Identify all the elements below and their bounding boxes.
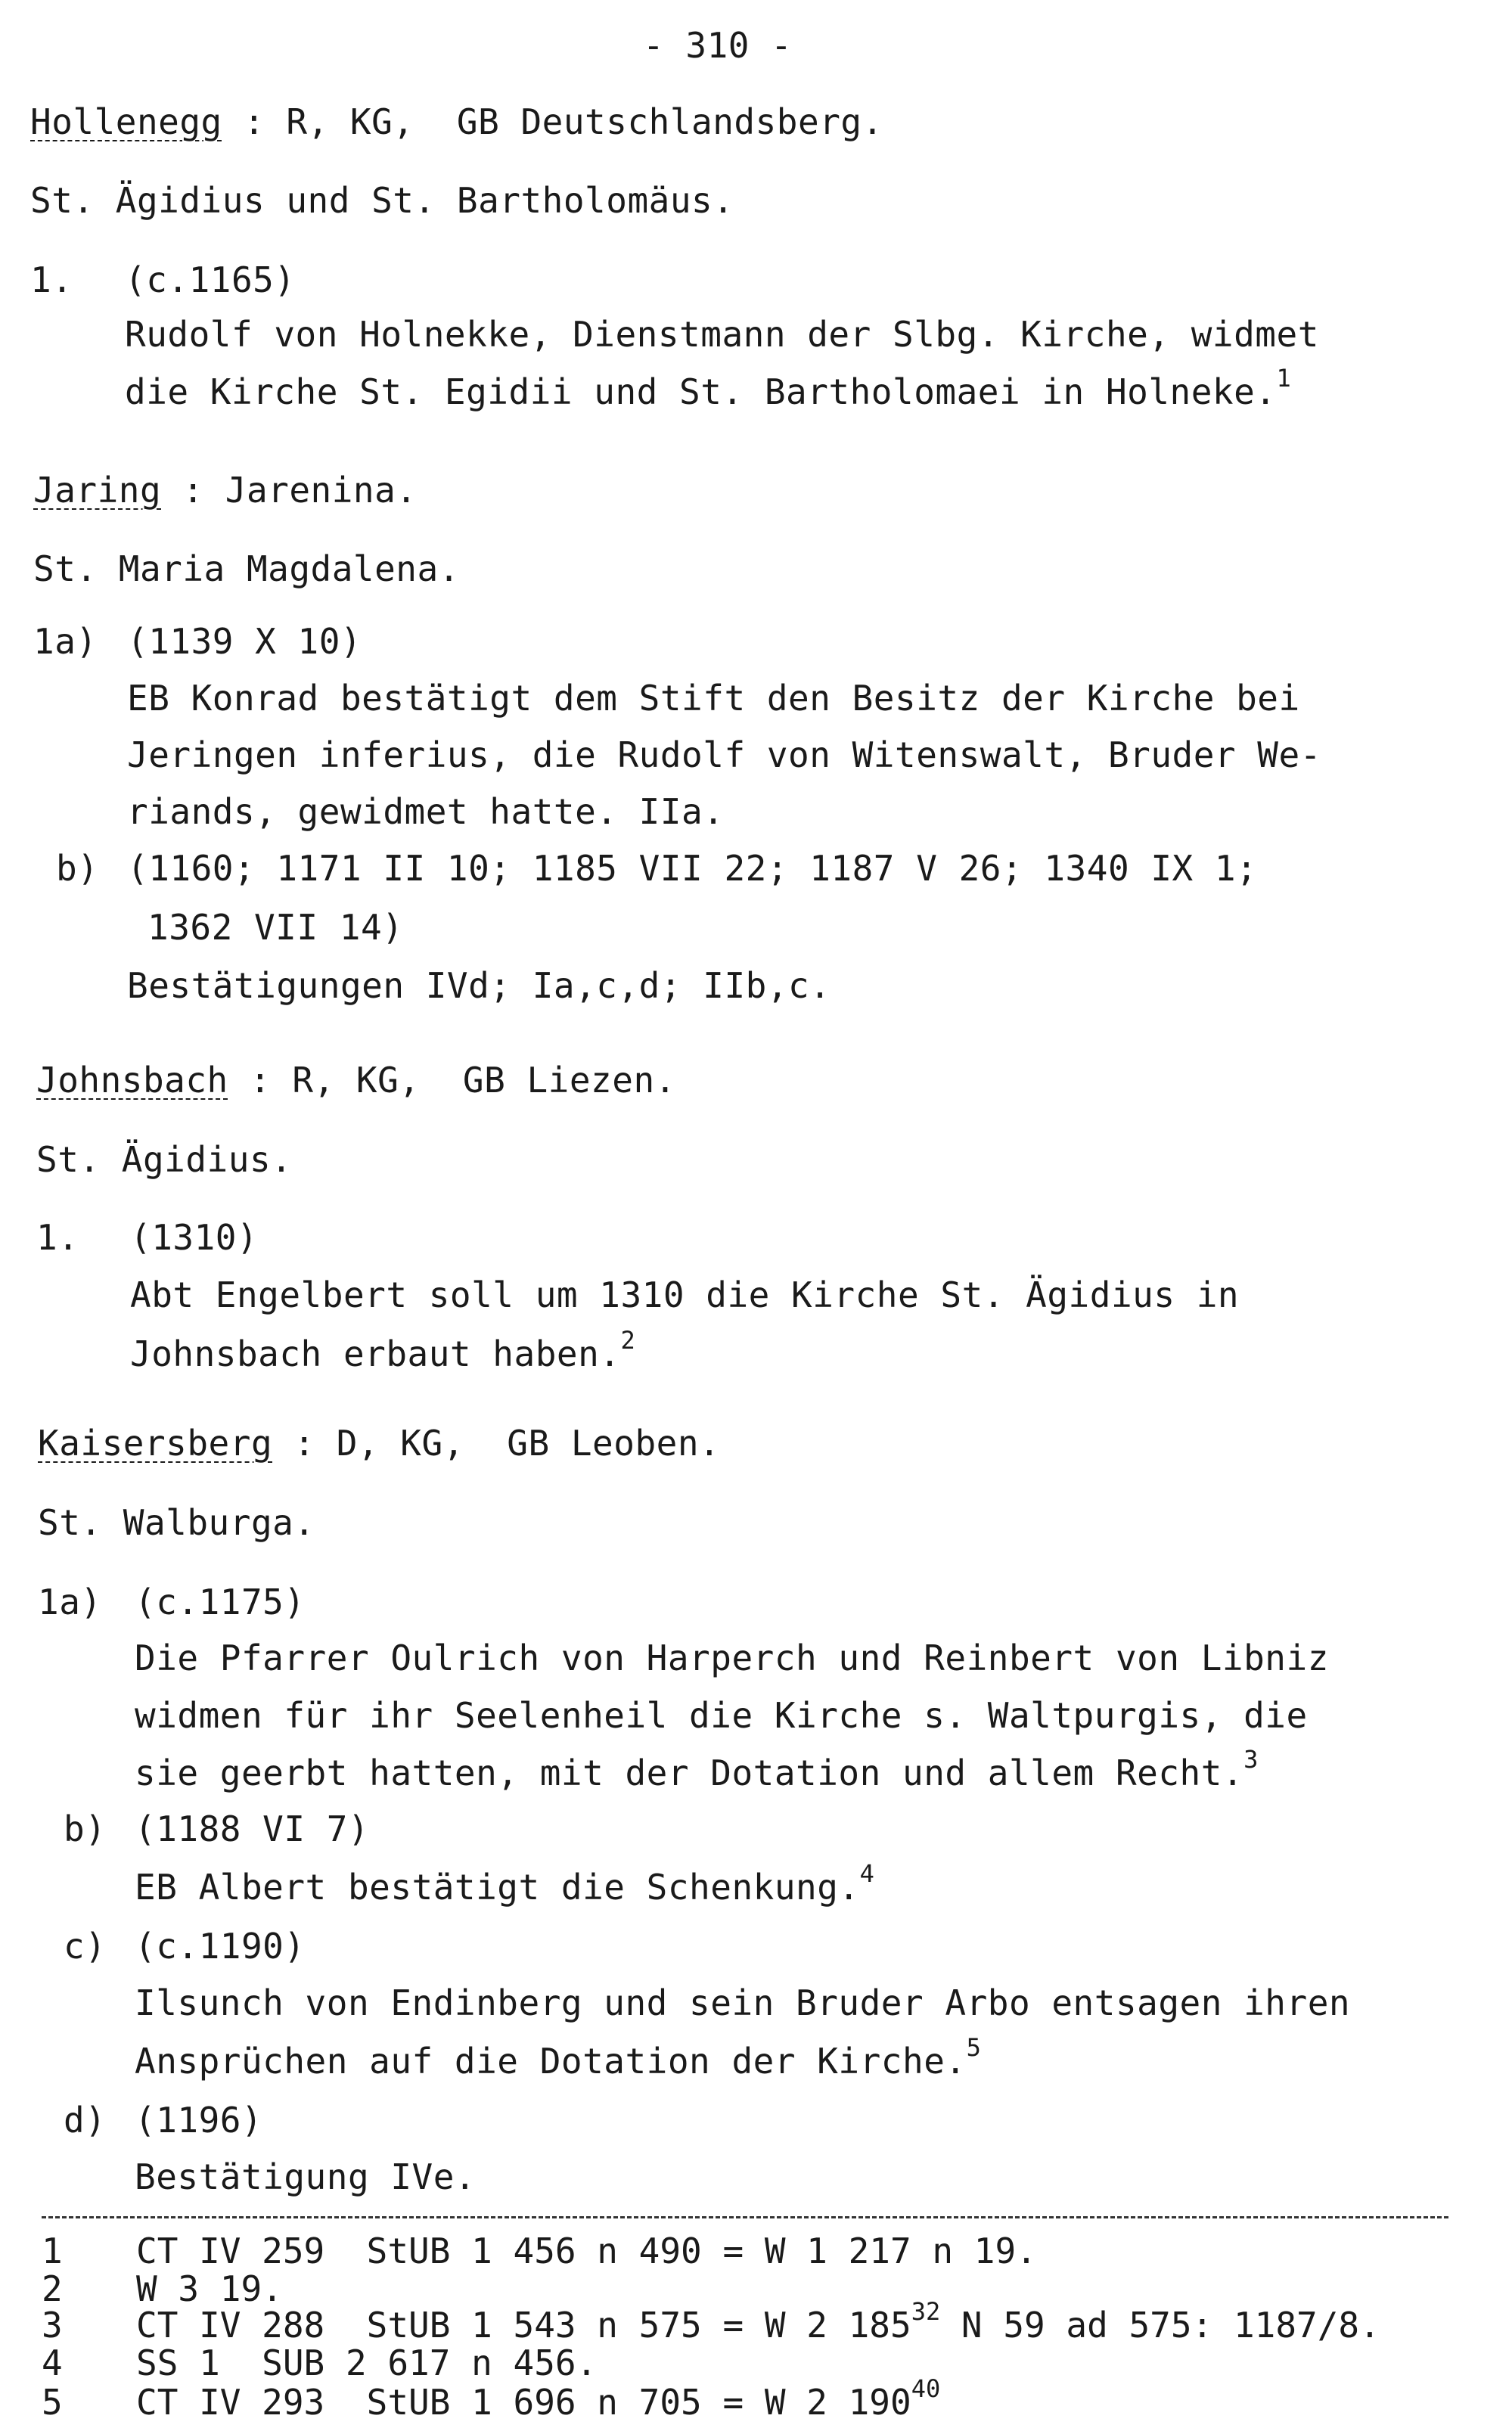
entry-heading-info: : R, KG, GB Deutschlandsberg. xyxy=(222,101,883,142)
item-number: c) xyxy=(64,1926,107,1967)
item-text-line: Jeringen inferius, die Rudolf von Witenswalt, Bruder We- xyxy=(127,734,1321,775)
item-date: (1188 VI 7) xyxy=(135,1809,370,1849)
footnote-number: 3 xyxy=(42,2305,63,2346)
footnote-number: 5 xyxy=(42,2382,63,2423)
item-date: (c.1165) xyxy=(125,259,296,300)
entry-heading-line xyxy=(38,1422,720,1464)
footnote-number: 4 xyxy=(42,2343,63,2383)
item-number: 1a) xyxy=(33,621,98,662)
item-text-line: riands, gewidmet hatte. IIa. xyxy=(127,791,725,832)
footnote-separator xyxy=(42,2216,1448,2218)
item-text-line: Ilsunch von Endinberg und sein Bruder Arbo entsagen ihren xyxy=(135,1982,1351,2023)
entry-heading-line xyxy=(33,469,418,511)
item-text-line: Ansprüchen auf die Dotation der Kirche.$^5$ xyxy=(135,2033,982,2082)
footnote-ref: 1 xyxy=(1276,364,1292,393)
entry-heading-info: : D, KG, GB Leoben. xyxy=(272,1423,721,1464)
entry-heading: Kaisersberg xyxy=(38,1423,273,1464)
item-date: (1196) xyxy=(135,2100,263,2141)
item-date: (c.1175) xyxy=(135,1582,306,1622)
entry-patron: St. Walburga. xyxy=(38,1502,315,1543)
footnote-number: 2 xyxy=(42,2268,63,2309)
item-number: 1a) xyxy=(38,1582,102,1622)
item-number: b) xyxy=(64,1809,107,1849)
item-number: 1. xyxy=(30,259,73,300)
entry-patron: St. Maria Magdalena. xyxy=(33,548,460,589)
page-number: - 310 - xyxy=(643,25,793,66)
item-text-line: Bestätigungen IVd; Ia,c,d; IIb,c. xyxy=(127,965,831,1006)
footnote-sup: 40 xyxy=(911,2374,941,2403)
entry-heading-info: : Jarenina. xyxy=(161,470,418,511)
footnote-text: CT IV 288 StUB 1 543 n 575 = W 2 $185^{32}$ N 59 ad 575: 1187/8. xyxy=(136,2297,1380,2346)
entry-heading: Jaring xyxy=(33,470,162,511)
item-text-line: die Kirche St. Egidii und St. Bartholomaei in Holneke.$^1$ xyxy=(125,364,1292,412)
item-text-line: sie geerbt hatten, mit der Dotation und allem Recht.$^3$ xyxy=(135,1745,1259,1793)
footnote-ref: 2 xyxy=(620,1326,636,1355)
item-text-line: Rudolf von Holnekke, Dienstmann der Slbg. Kirche, widmet xyxy=(125,314,1319,355)
footnote-ref: 3 xyxy=(1243,1745,1259,1774)
footnote-text: CT IV 293 StUB 1 696 n 705 = W 2 $190^{40}$ xyxy=(136,2374,941,2423)
entry-patron: St. Ägidius und St. Bartholomäus. xyxy=(30,180,734,221)
item-text-line: widmen für ihr Seelenheil die Kirche s. Waltpurgis, die xyxy=(135,1695,1308,1736)
item-number: d) xyxy=(64,2100,107,2141)
entry-patron: St. Ägidius. xyxy=(36,1139,293,1180)
footnote-text: W 3 19. xyxy=(136,2268,283,2309)
item-text-line: EB Konrad bestätigt dem Stift den Besitz der Kirche bei xyxy=(127,678,1300,719)
footnote-text: SS 1 SUB 2 617 n 456. xyxy=(136,2343,598,2383)
entry-heading-line xyxy=(36,1059,676,1101)
footnote-ref: 4 xyxy=(859,1859,875,1888)
footnote-sup: 32 xyxy=(911,2297,941,2326)
entry-heading-info: : R, KG, GB Liezen. xyxy=(228,1060,676,1101)
item-date: (1160; 1171 II 10; 1185 VII 22; 1187 V 26; 1340 IX 1; xyxy=(127,848,1258,889)
entry-heading: Johnsbach xyxy=(36,1060,228,1101)
footnote-text: CT IV 259 StUB 1 456 n 490 = W 1 217 n 19. xyxy=(136,2231,1037,2271)
item-text-line: Die Pfarrer Oulrich von Harperch und Reinbert von Libniz xyxy=(135,1638,1329,1678)
item-number: 1. xyxy=(36,1217,79,1258)
entry-heading: Hollenegg xyxy=(30,101,222,142)
footnote-number: 1 xyxy=(42,2231,63,2271)
item-text-line: EB Albert bestätigt die Schenkung.$^4$ xyxy=(135,1859,875,1908)
footnote-tail: N 59 ad 575: 1187/8. xyxy=(940,2305,1380,2346)
item-date: (c.1190) xyxy=(135,1926,306,1967)
item-date-continued: 1362 VII 14) xyxy=(147,907,404,948)
item-text-line: Johnsbach erbaut haben.$^2$ xyxy=(130,1326,636,1374)
item-date: (1310) xyxy=(130,1217,259,1258)
item-number: b) xyxy=(56,848,99,889)
item-text-line: Bestätigung IVe. xyxy=(135,2156,477,2197)
entry-heading-line xyxy=(30,101,883,143)
item-text-line: Abt Engelbert soll um 1310 die Kirche St. Ägidius in xyxy=(130,1274,1240,1315)
item-date: (1139 X 10) xyxy=(127,621,362,662)
footnote-ref: 5 xyxy=(966,2033,982,2062)
